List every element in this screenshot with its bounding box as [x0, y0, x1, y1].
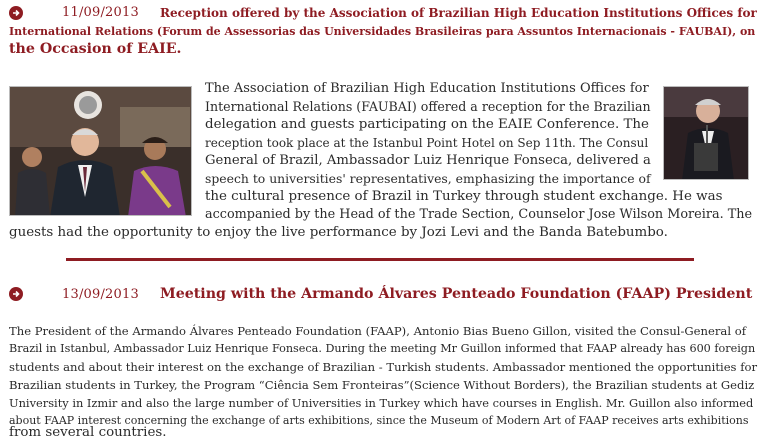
news-title[interactable]: Meeting with the Armando Álvares Penteado Foundation (FAAP) President	[160, 286, 753, 302]
bullet-arrow-icon	[9, 287, 23, 301]
news-date: 11/09/2013	[62, 5, 139, 20]
news-date: 13/09/2013	[62, 287, 139, 302]
reception-photo	[9, 86, 192, 216]
section-divider	[66, 258, 694, 261]
speaker-photo	[663, 86, 749, 180]
bullet-arrow-icon	[9, 6, 23, 20]
